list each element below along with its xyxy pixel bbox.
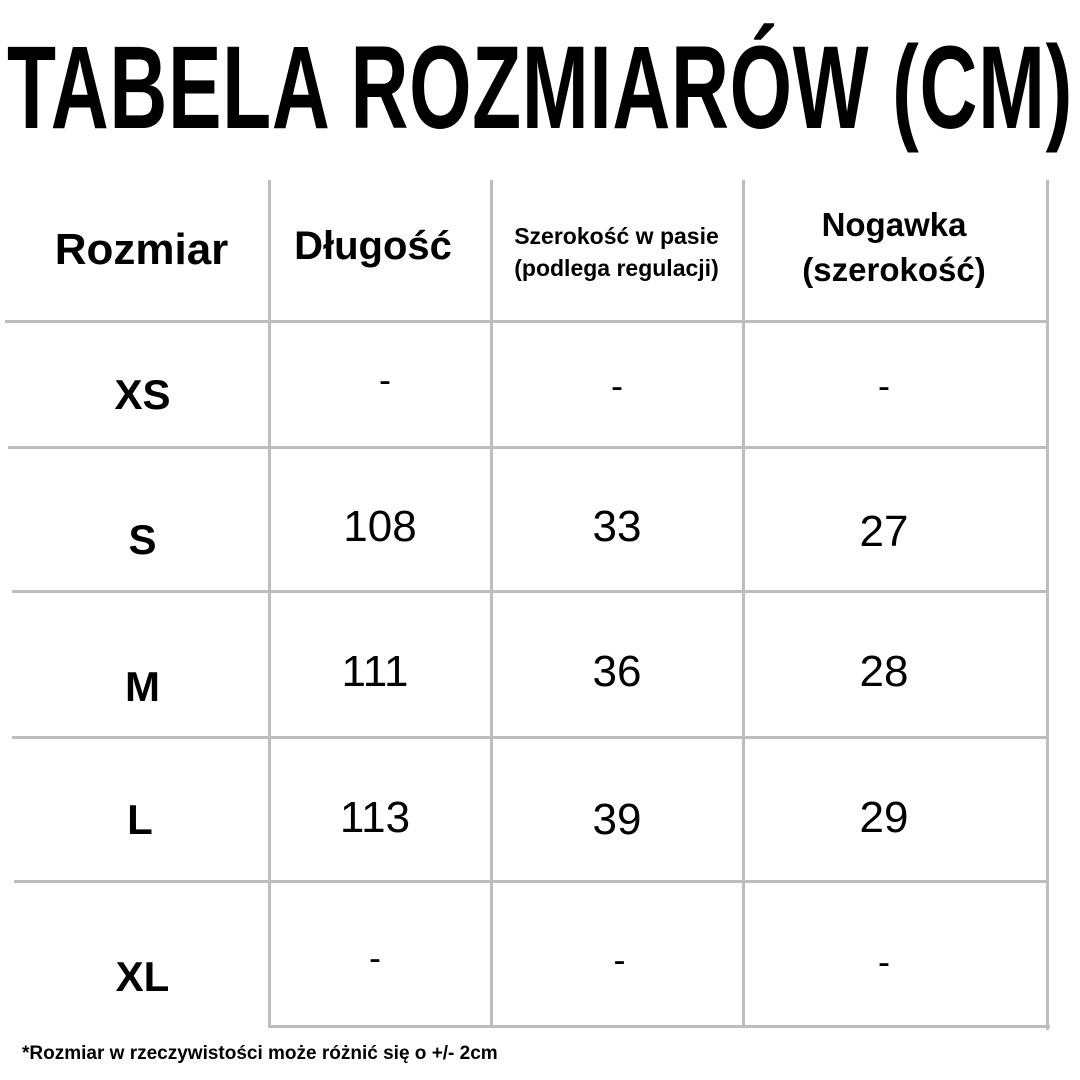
row-leg-value: - — [878, 941, 890, 982]
table-divider — [12, 736, 1049, 739]
row-waist-value: 33 — [592, 502, 642, 551]
header-leg-line1: Nogawka — [821, 206, 967, 244]
row-size-label: L — [127, 796, 153, 843]
row-waist-value: 39 — [592, 795, 642, 844]
header-size: Rozmiar — [54, 225, 229, 274]
table-divider — [14, 880, 1049, 883]
row-length-value: 113 — [339, 793, 411, 842]
row-leg-value: 28 — [859, 647, 909, 696]
row-length-value: 108 — [343, 502, 417, 551]
table-divider — [1046, 180, 1049, 1030]
header-waist-line1: Szerokość w pasie — [514, 222, 719, 249]
row-waist-value: 36 — [592, 647, 642, 696]
header-length: Długość — [294, 223, 452, 268]
row-length-value: - — [379, 359, 391, 400]
header-waist — [490, 182, 743, 322]
footnote: *Rozmiar w rzeczywistości może różnić się o +/- 2cm — [22, 1043, 498, 1064]
row-length-value: - — [369, 937, 381, 978]
header-waist-line2: (podlega regulacji) — [514, 255, 719, 281]
row-waist-value: - — [611, 365, 623, 406]
header-leg — [742, 178, 1046, 318]
row-size-label: XS — [114, 371, 171, 418]
row-leg-value: 29 — [859, 793, 909, 842]
row-size-label: XL — [115, 953, 170, 1000]
header-leg-line2: (szerokość) — [802, 251, 986, 288]
row-leg-value: 27 — [859, 507, 909, 556]
page-title: TABELA ROZMIARÓW (CM) — [6, 22, 1074, 154]
row-leg-value: - — [878, 365, 890, 406]
table-divider — [268, 1025, 1050, 1028]
row-size-label: M — [125, 663, 160, 710]
row-length-value: 111 — [341, 647, 409, 696]
table-divider — [8, 446, 1049, 449]
row-waist-value: - — [613, 939, 626, 980]
table-divider — [12, 590, 1049, 593]
row-size-label: S — [128, 516, 157, 563]
